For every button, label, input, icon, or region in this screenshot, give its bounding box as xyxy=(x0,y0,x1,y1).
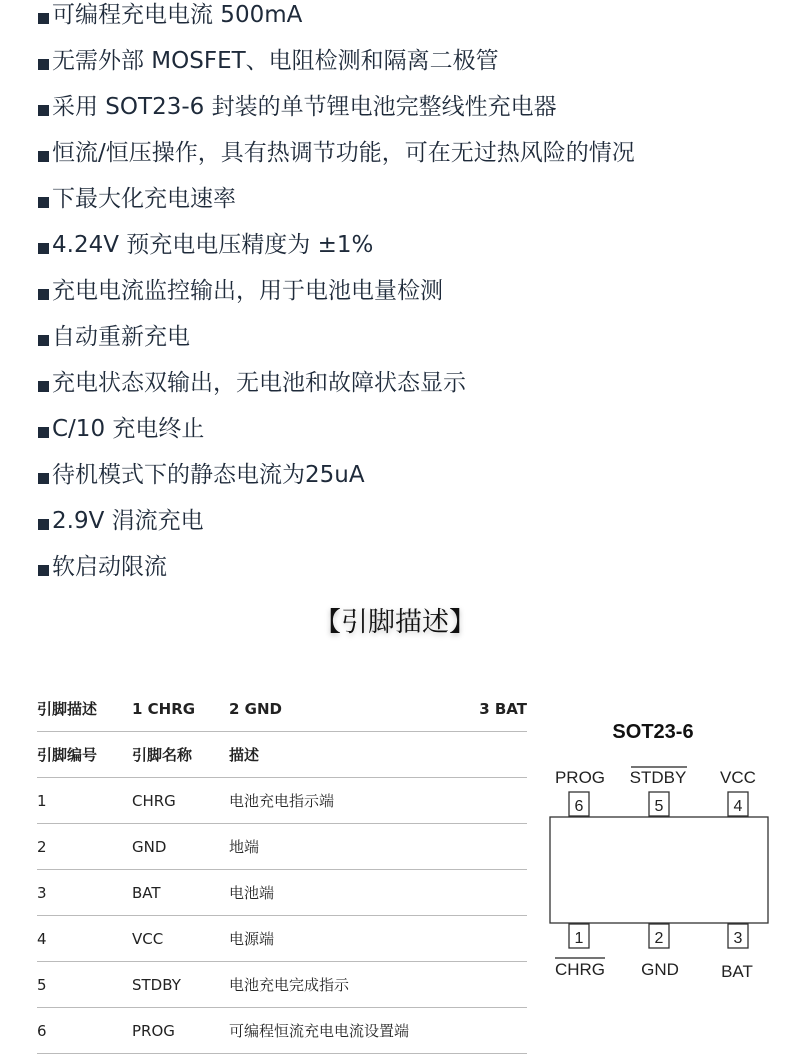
pin-number: 1 xyxy=(37,778,132,824)
pin-number: 2 xyxy=(37,824,132,870)
feature-item: 自动重新充电 xyxy=(38,314,778,360)
table-row xyxy=(37,824,527,870)
pin-number: 4 xyxy=(37,916,132,962)
pin-name: CHRG xyxy=(132,778,229,824)
pin-name: STDBY xyxy=(132,962,229,1008)
table-row xyxy=(37,916,527,962)
pin-description: 电池充电完成指示 xyxy=(229,962,527,1008)
bullet-square-icon xyxy=(38,243,49,254)
bullet-square-icon xyxy=(38,289,49,300)
feature-item: 下最大化充电速率 xyxy=(38,176,778,222)
feature-item: 4.24V 预充电电压精度为 ±1% xyxy=(38,222,778,268)
bullet-square-icon xyxy=(38,473,49,484)
pin-name: PROG xyxy=(132,1008,229,1054)
feature-item: C/10 充电终止 xyxy=(38,406,778,452)
section-title: 【引脚描述】 xyxy=(314,607,476,638)
pin-number-1: 1 xyxy=(574,930,584,947)
pin-name: VCC xyxy=(132,916,229,962)
bullet-square-icon xyxy=(38,105,49,116)
package-title: SOT23-6 xyxy=(612,721,694,743)
pin-label-bat: BAT xyxy=(721,962,753,981)
pin-table xyxy=(37,686,527,1054)
pin-label-prog: PROG xyxy=(554,768,606,787)
bullet-square-icon xyxy=(38,381,49,392)
bullet-square-icon xyxy=(38,427,49,438)
pin-number: 6 xyxy=(37,1008,132,1054)
pin-description: 电池端 xyxy=(229,870,527,916)
pin-number-5: 5 xyxy=(654,798,664,815)
feature-item: 无需外部 MOSFET、电阻检测和隔离二极管 xyxy=(38,38,778,84)
pin-name: GND xyxy=(132,824,229,870)
pin-number-4: 4 xyxy=(733,798,743,815)
bullet-square-icon xyxy=(38,197,49,208)
pin-label-chrg: CHRG xyxy=(554,960,606,979)
pin-label-gnd: GND xyxy=(641,960,679,979)
table-header-cell: 引脚描述 xyxy=(37,686,132,732)
feature-list xyxy=(38,0,778,590)
pin-number: 5 xyxy=(37,962,132,1008)
feature-item: 采用 SOT23-6 封装的单节锂电池完整线性充电器 xyxy=(38,84,778,130)
pin-number-6: 6 xyxy=(574,798,584,815)
feature-item: 可编程充电电流 500mA xyxy=(38,0,778,38)
table-header-cell: 2 GND xyxy=(229,686,464,732)
feature-item: 充电电流监控输出，用于电池电量检测 xyxy=(38,268,778,314)
feature-item: 恒流/恒压操作，具有热调节功能，可在无过热风险的情况 xyxy=(38,130,778,176)
feature-item: 软启动限流 xyxy=(38,544,778,590)
bullet-square-icon xyxy=(38,151,49,162)
bullet-square-icon xyxy=(38,59,49,70)
table-header-row xyxy=(37,686,527,732)
table-header-cell: 描述 xyxy=(229,732,464,778)
table-row xyxy=(37,778,527,824)
pin-number: 3 xyxy=(37,870,132,916)
table-row xyxy=(37,1008,527,1054)
table-header-row xyxy=(37,732,527,778)
chip-body xyxy=(550,817,768,923)
table-header-cell xyxy=(464,732,527,778)
pin-description: 可编程恒流充电电流设置端 xyxy=(229,1008,527,1054)
pin-description: 地端 xyxy=(229,824,527,870)
table-header-cell: 3 BAT xyxy=(464,686,527,732)
table-header-cell: 引脚编号 xyxy=(37,732,132,778)
pin-number-2: 2 xyxy=(654,930,664,947)
pin-number-3: 3 xyxy=(733,930,743,947)
sot23-6-package-diagram xyxy=(545,715,775,995)
table-row xyxy=(37,870,527,916)
pin-name: BAT xyxy=(132,870,229,916)
table-header-cell: 1 CHRG xyxy=(132,686,229,732)
bullet-square-icon xyxy=(38,13,49,24)
pin-label-stdby: STDBY xyxy=(629,768,687,787)
feature-item: 充电状态双输出，无电池和故障状态显示 xyxy=(38,360,778,406)
pin-description: 电源端 xyxy=(229,916,527,962)
bullet-square-icon xyxy=(38,565,49,576)
table-row xyxy=(37,962,527,1008)
bullet-square-icon xyxy=(38,519,49,530)
feature-item: 2.9V 涓流充电 xyxy=(38,498,778,544)
pin-label-vcc: VCC xyxy=(720,768,756,787)
pin-description: 电池充电指示端 xyxy=(229,778,527,824)
feature-item: 待机模式下的静态电流为25uA xyxy=(38,452,778,498)
bullet-square-icon xyxy=(38,335,49,346)
table-header-cell: 引脚名称 xyxy=(132,732,229,778)
